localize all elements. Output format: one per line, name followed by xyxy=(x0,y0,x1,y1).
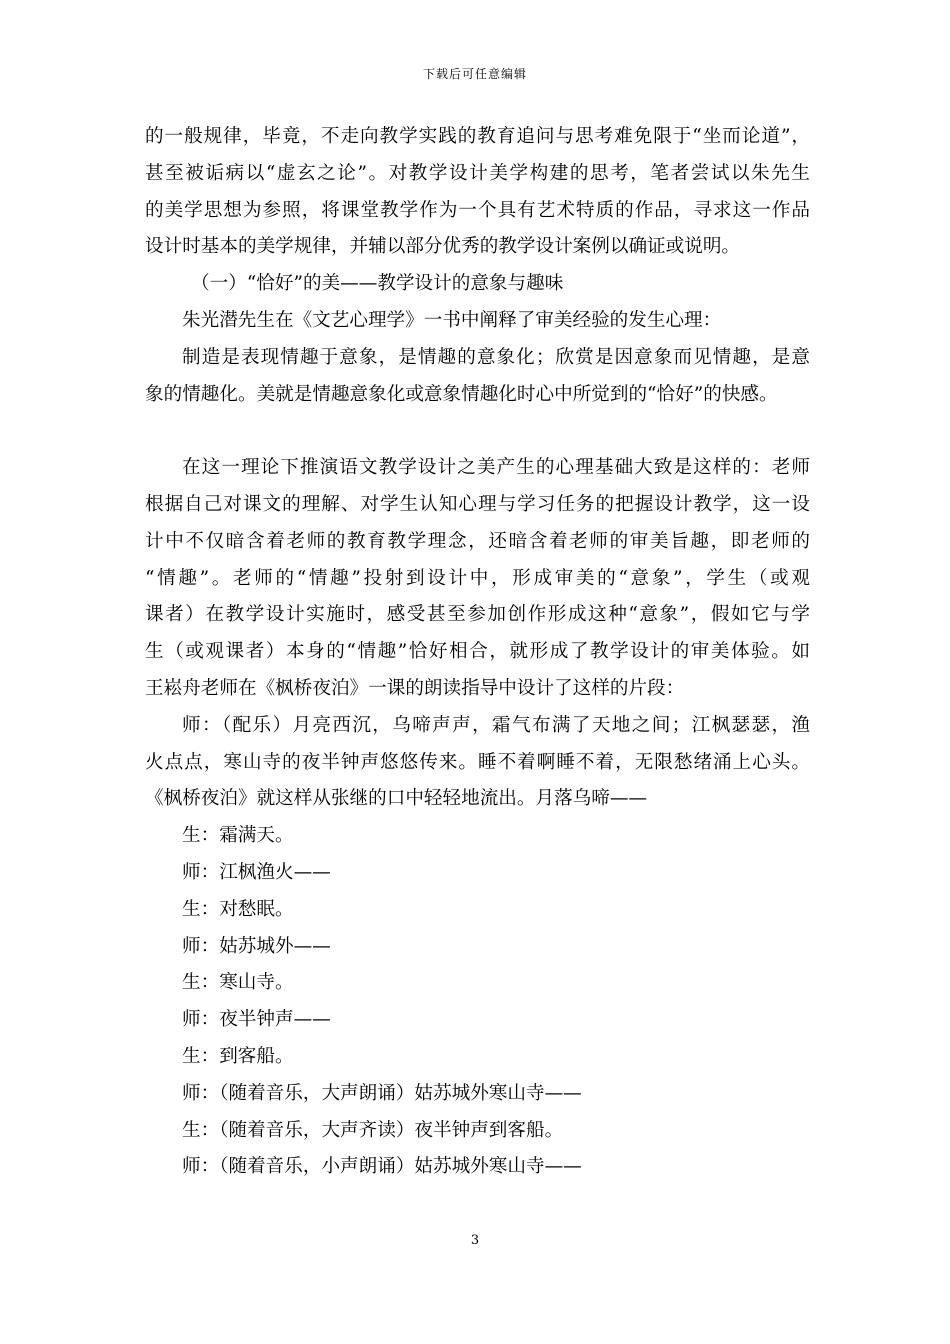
dialogue-line: 生：寒山寺。 xyxy=(182,972,294,994)
quote-line: 象的情趣化。美就是情趣意象化或意象情趣化时心中所觉到的“恰好”的快感。 xyxy=(145,383,778,405)
body-line: 在这一理论下推演语文教学设计之美产生的心理基础大致是这样的：老师 xyxy=(182,457,810,479)
body-line: 生（或观课者）本身的“情趣”恰好相合，就形成了教学设计的审美体验。如 xyxy=(145,641,810,663)
body-line: 的美学思想为参照，将课堂教学作为一个具有艺术特质的作品，寻求这一作品 xyxy=(145,199,810,221)
body-line: 甚至被诟病以“虚玄之论”。对教学设计美学构建的思考，笔者尝试以朱先生 xyxy=(145,162,810,184)
body-line: 课者）在教学设计实施时，感受甚至参加创作形成这种“意象”，假如它与学 xyxy=(145,604,810,626)
body-line: 的一般规律，毕竟，不走向教学实践的教育追问与思考难免限于“坐而论道”， xyxy=(145,126,810,147)
body-line: 朱光潜先生在《文艺心理学》一书中阐释了审美经验的发生心理： xyxy=(182,309,722,331)
dialogue-line: 《枫桥夜泊》就这样从张继的口中轻轻地流出。月落乌啼—— xyxy=(145,788,648,810)
dialogue-line: 生：到客船。 xyxy=(182,1045,294,1067)
dialogue-line: 师：（随着音乐，小声朗诵）姑苏城外寒山寺—— xyxy=(182,1156,582,1178)
dialogue-line: 生：霜满天。 xyxy=(182,825,294,847)
section-heading: （一）“恰好”的美——教学设计的意象与趣味 xyxy=(191,273,564,295)
dialogue-line: 师：（配乐）月亮西沉，乌啼声声，霜气布满了天地之间；江枫瑟瑟，渔 xyxy=(182,714,810,736)
document-body xyxy=(145,119,810,1186)
dialogue-line: 生：（随着音乐，大声齐读）夜半钟声到客船。 xyxy=(182,1119,564,1141)
paragraph-gap xyxy=(145,413,810,450)
body-line: 根据自己对课文的理解、对学生认知心理与学习任务的把握设计教学，这一设 xyxy=(145,493,810,515)
body-line: 王崧舟老师在《枫桥夜泊》一课的朗读指导中设计了这样的片段： xyxy=(145,677,685,699)
page-header: 下载后可任意编辑 xyxy=(422,67,527,81)
dialogue-line: 师：夜半钟声—— xyxy=(182,1009,331,1031)
dialogue-line: 师：姑苏城外—— xyxy=(182,935,331,957)
quote-line: 制造是表现情趣于意象，是情趣的意象化；欣赏是因意象而见情趣，是意 xyxy=(182,346,810,368)
dialogue-line: 生：对愁眠。 xyxy=(182,898,294,920)
body-line: 设计时基本的美学规律，并辅以部分优秀的教学设计案例以确证或说明。 xyxy=(145,236,741,258)
body-line: 计中不仅暗含着老师的教育教学理念，还暗含着老师的审美旨趣，即老师的 xyxy=(145,530,810,552)
dialogue-line: 师：（随着音乐，大声朗诵）姑苏城外寒山寺—— xyxy=(182,1082,582,1104)
body-line: “情趣”。老师的“情趣”投射到设计中，形成审美的“意象”，学生（或观 xyxy=(145,567,810,589)
dialogue-line: 师：江枫渔火—— xyxy=(182,861,331,883)
dialogue-line: 火点点，寒山寺的夜半钟声悠悠传来。睡不着啊睡不着，无限愁绪涌上心头。 xyxy=(145,751,810,773)
page-number: 3 xyxy=(470,1233,480,1248)
